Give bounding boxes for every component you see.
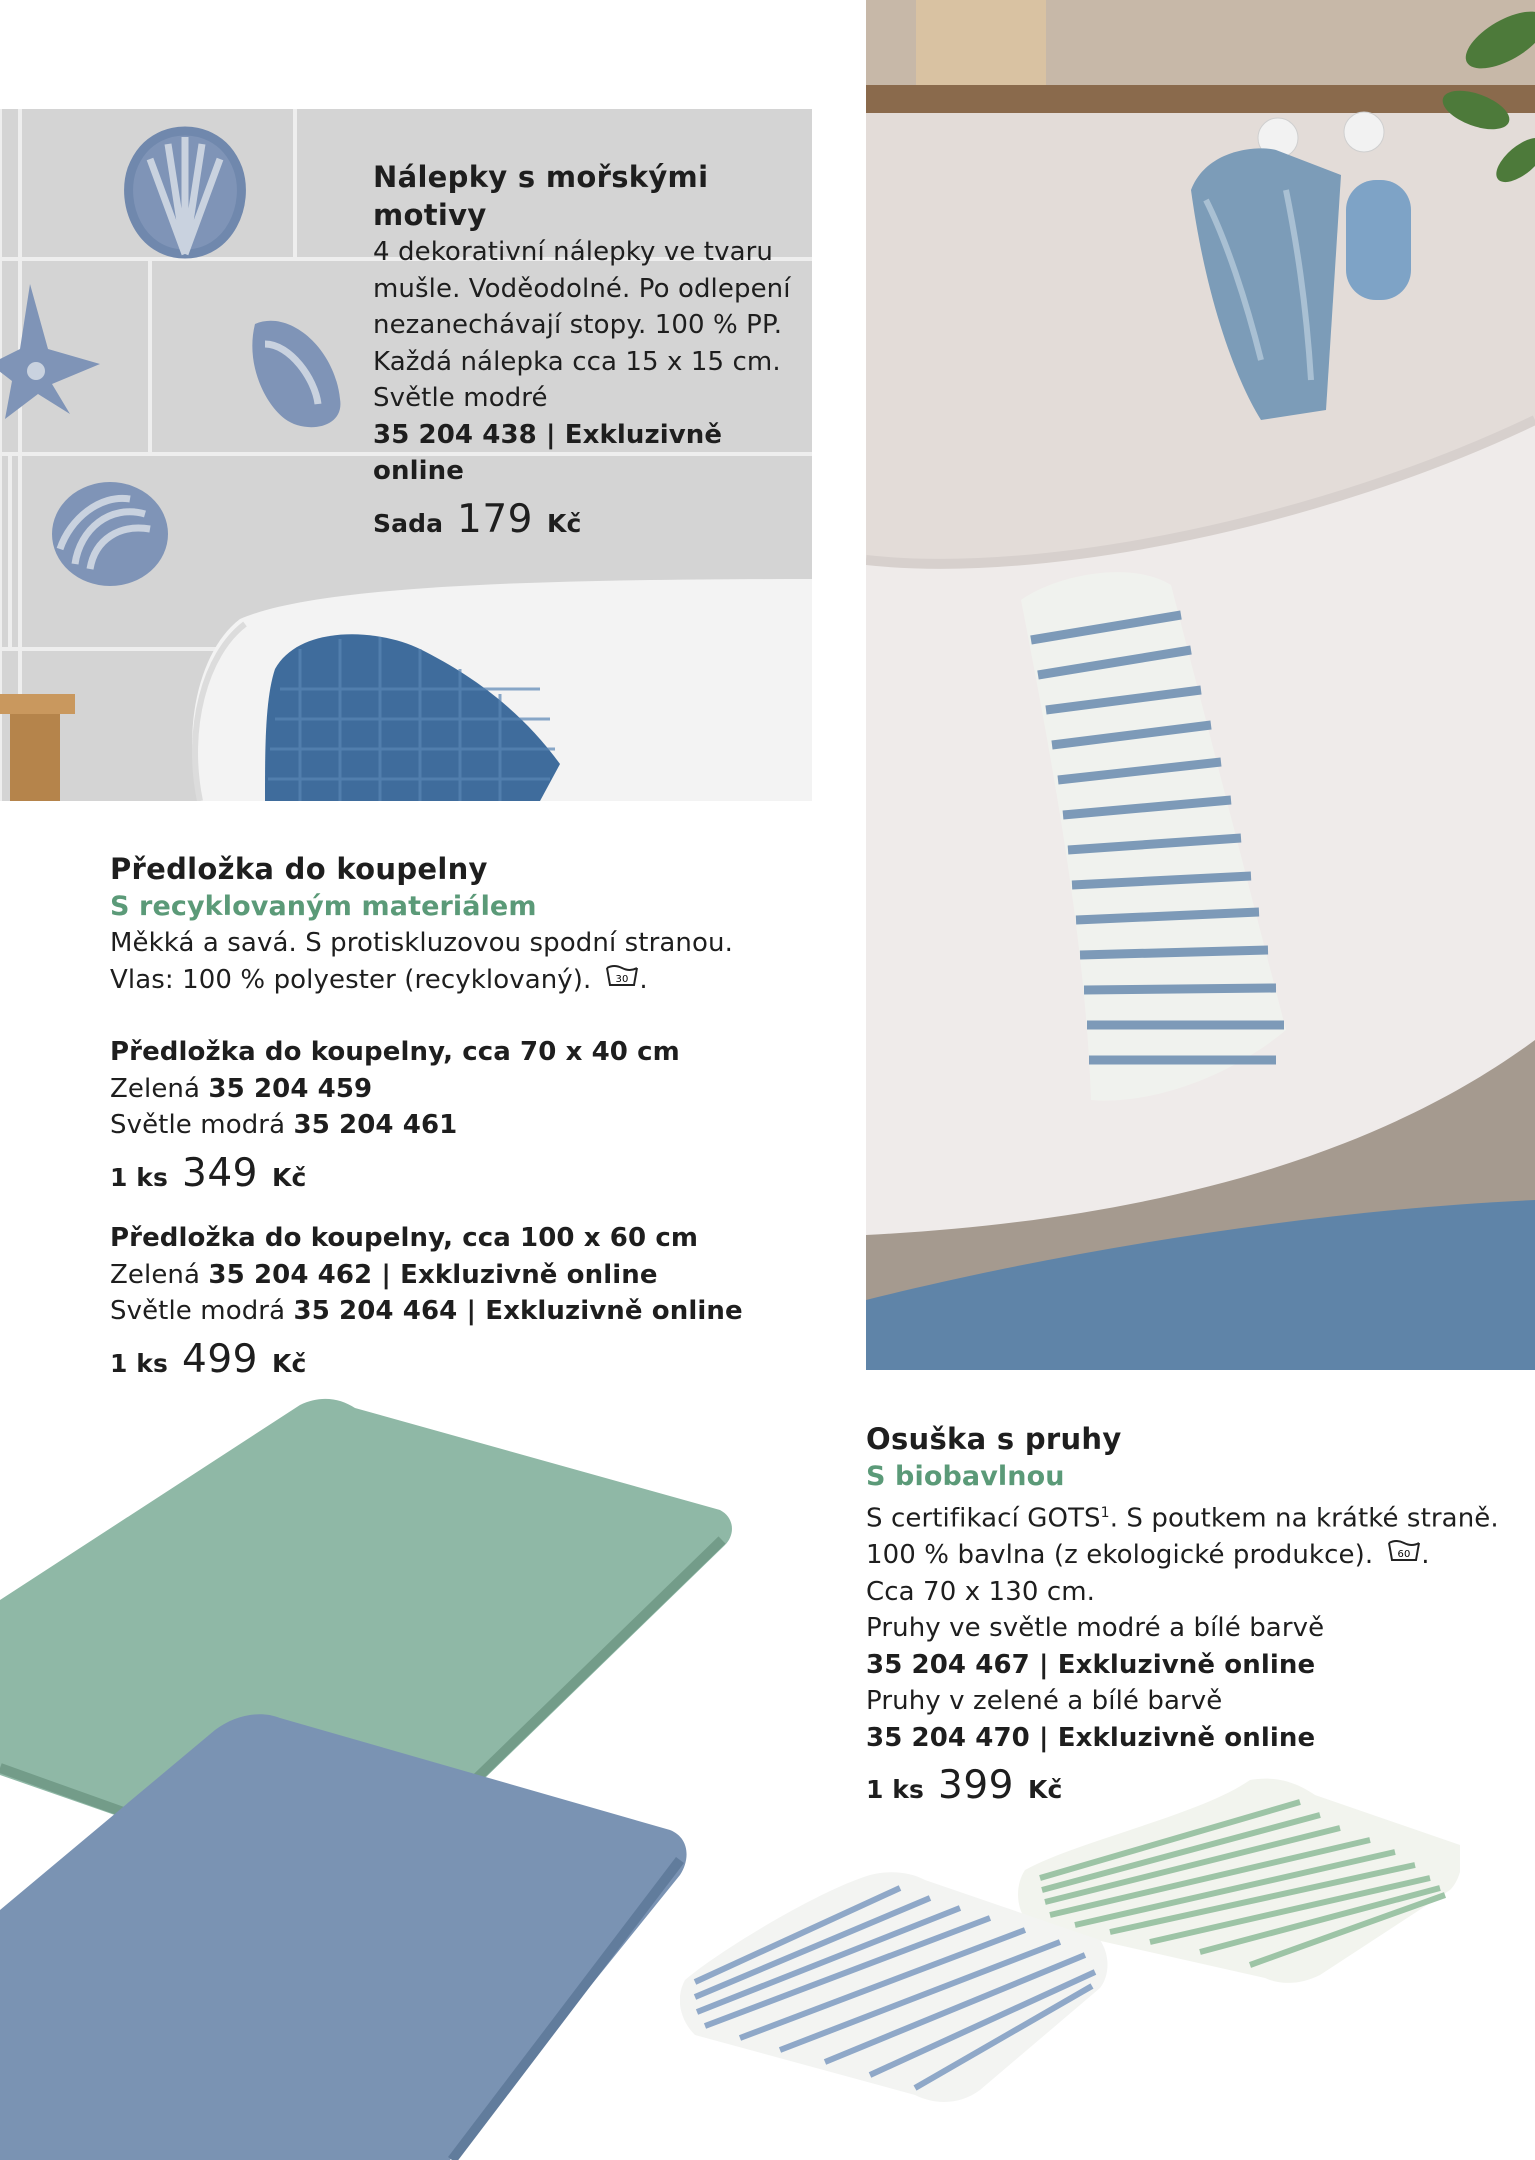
bathmat-desc-2: [110, 962, 850, 999]
stickers-desc-1: 4 dekorativní nálepky ve tvaru: [373, 237, 773, 267]
product-code: 35 204 464 | Exkluzivně online: [293, 1296, 743, 1327]
bathmat-v1-color2: [110, 1107, 850, 1144]
towel-var2-label: Pruhy v zelené a bílé barvě: [866, 1686, 1223, 1717]
towel-title: Osuška s pruhy: [866, 1422, 1122, 1456]
towel-subtitle: S biobavlnou: [866, 1461, 1065, 1492]
stickers-price: [373, 496, 803, 543]
stickers-desc-3: nezanechávají stopy. 100 % PP.: [373, 310, 783, 340]
bathmat-block: [110, 850, 850, 1382]
price-unit: 1 ks: [110, 1348, 169, 1378]
bathmat-v2-title: Předložka do koupelny, cca 100 x 60 cm: [110, 1223, 699, 1254]
price-value: 349: [182, 1150, 258, 1196]
bathtub-towel-photo: [866, 0, 1535, 1370]
bathmat-desc-2-text: Vlas: 100 % polyester (recyklovaný).: [110, 964, 592, 995]
towel-desc-1b: . S poutkem na krátké straně.: [1109, 1503, 1499, 1534]
bath-mats-product-photo: [0, 1390, 740, 2160]
stickers-desc-5: Světle modré: [373, 383, 548, 413]
color-label: Světle modrá: [110, 1296, 286, 1327]
towel-var2-code: 35 204 470 | Exkluzivně online: [866, 1722, 1316, 1753]
bathmat-v1-price: [110, 1150, 850, 1197]
stickers-product-code: 35 204 438 | Exkluzivně online: [373, 419, 723, 486]
bathmat-subtitle: S recyklovaným materiálem: [110, 891, 537, 922]
towel-desc-2-end: .: [1421, 1540, 1430, 1571]
price-value: 179: [457, 496, 533, 542]
price-currency: Kč: [271, 1162, 307, 1192]
price-currency: Kč: [271, 1348, 307, 1378]
product-code: 35 204 459: [208, 1073, 373, 1104]
scallop-shell-sticker: [129, 131, 242, 254]
stickers-desc-2: mušle. Voděodolné. Po odlepení: [373, 273, 791, 304]
towel-block: [866, 1420, 1526, 1809]
price-currency: Kč: [547, 508, 582, 538]
stickers-title-line1: Nálepky s mořskými: [373, 160, 709, 194]
round-shell-sticker: [52, 482, 168, 586]
stickers-block: [373, 158, 803, 542]
bathmat-title: Předložka do koupelny: [110, 852, 488, 886]
footnote-marker: 1: [1100, 1505, 1110, 1521]
price-value: 499: [182, 1336, 258, 1382]
towel-desc-1a: S certifikací GOTS: [866, 1503, 1101, 1534]
color-label: Světle modrá: [110, 1110, 286, 1141]
towel-var1-code: 35 204 467 | Exkluzivně online: [866, 1649, 1316, 1680]
towel-desc-2: [866, 1537, 1526, 1574]
towel-desc-2-text: 100 % bavlna (z ekologické produkce).: [866, 1540, 1374, 1571]
folded-towels-photo: [680, 1760, 1460, 2160]
bathmat-v1-color1: [110, 1071, 850, 1108]
color-label: Zelená: [110, 1073, 201, 1104]
wash-temp-label: 30: [615, 973, 629, 985]
wash-60-icon: [1387, 1537, 1421, 1574]
bathmat-desc-1: Měkká a savá. S protiskluzovou spodní stranou.: [110, 928, 733, 958]
towel-desc-1: [866, 1495, 1526, 1537]
stickers-title-line2: motivy: [373, 198, 487, 232]
towel-var1-label: Pruhy ve světle modré a bílé barvě: [866, 1613, 1325, 1644]
bathmat-v2-color2: [110, 1293, 850, 1330]
price-currency: Kč: [1027, 1775, 1063, 1805]
bathmat-v2-price: [110, 1336, 850, 1383]
product-code: 35 204 461: [293, 1110, 458, 1141]
stickers-desc-4: Každá nálepka cca 15 x 15 cm.: [373, 346, 781, 377]
bathmat-v2-color1: [110, 1257, 850, 1294]
price-unit: 1 ks: [110, 1162, 169, 1192]
bathmat-v1-title: Předložka do koupelny, cca 70 x 40 cm: [110, 1037, 680, 1068]
price-value: 399: [938, 1763, 1014, 1809]
price-unit: Sada: [373, 508, 444, 538]
wash-30-icon: [605, 962, 639, 999]
product-code: 35 204 462 | Exkluzivně online: [208, 1259, 658, 1290]
price-unit: 1 ks: [866, 1775, 925, 1805]
towel-desc-3: Cca 70 x 130 cm.: [866, 1576, 1096, 1607]
color-label: Zelená: [110, 1259, 201, 1290]
bathmat-desc-2-end: .: [639, 964, 648, 995]
wash-temp-label: 60: [1397, 1549, 1411, 1561]
